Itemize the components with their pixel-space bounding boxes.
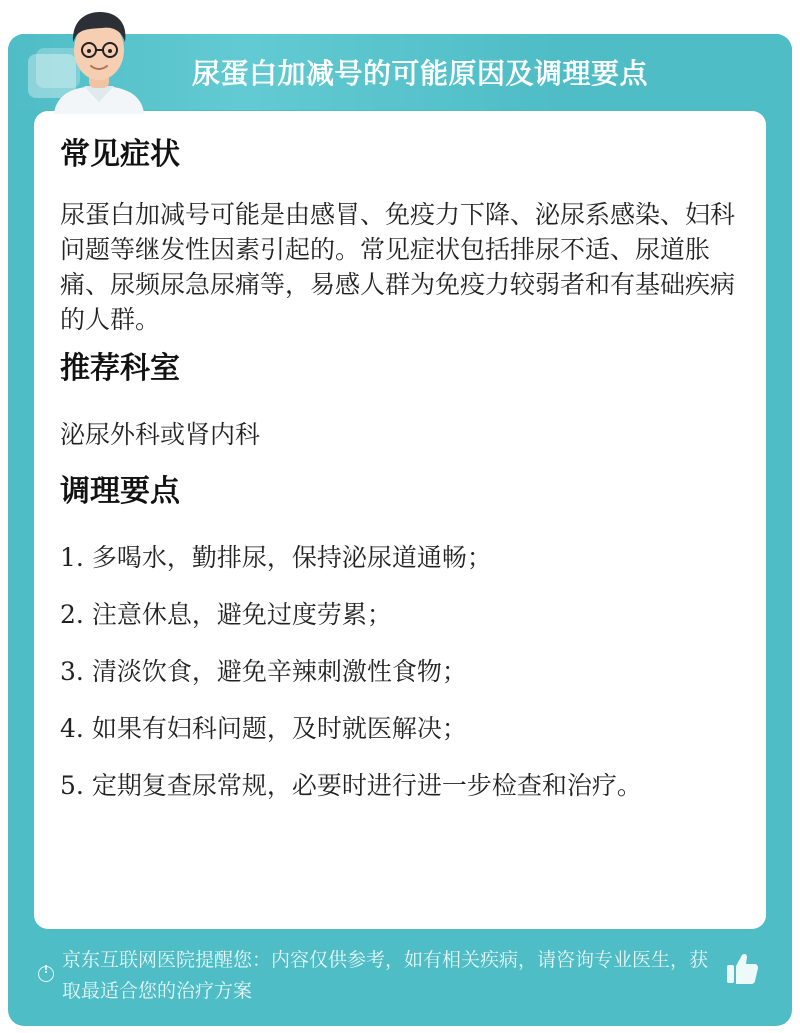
list-item: 1. 多喝水，勤排尿，保持泌尿道通畅； [60, 543, 492, 572]
department-text: 泌尿外科或肾内科 [60, 420, 261, 449]
disclaimer-text: 京东互联网医院提醒您：内容仅供参考，如有相关疾病，请咨询专业医生，获取最适合您的治疗方案 [62, 949, 709, 1002]
main-card [34, 111, 766, 929]
info-icon [38, 966, 54, 982]
care-heading: 调理要点 [60, 474, 180, 509]
list-item: 5. 定期复查尿常规，必要时进行进一步检查和治疗。 [60, 771, 642, 800]
list-item: 2. 注意休息，避免过度劳累； [60, 600, 392, 629]
list-item: 3. 清淡饮食，避免辛辣刺激性食物； [60, 657, 467, 686]
symptoms-text: 尿蛋白加减号可能是由感冒、免疫力下降、泌尿系感染、妇科问题等继发性因素引起的。常见症状包括排尿不适、尿道胀痛、尿频尿急尿痛等，易感人群为免疫力较弱者和有基础疾病的人群。 [60, 200, 736, 334]
symptoms-heading: 常见症状 [60, 137, 180, 172]
thumbs-up-icon[interactable] [724, 951, 760, 987]
doctor-avatar-icon [44, 2, 154, 114]
department-heading: 推荐科室 [60, 351, 180, 386]
care-list [60, 540, 740, 803]
page-title: 尿蛋白加减号的可能原因及调理要点 [191, 57, 648, 90]
list-item: 4. 如果有妇科问题，及时就医解决； [60, 714, 467, 743]
